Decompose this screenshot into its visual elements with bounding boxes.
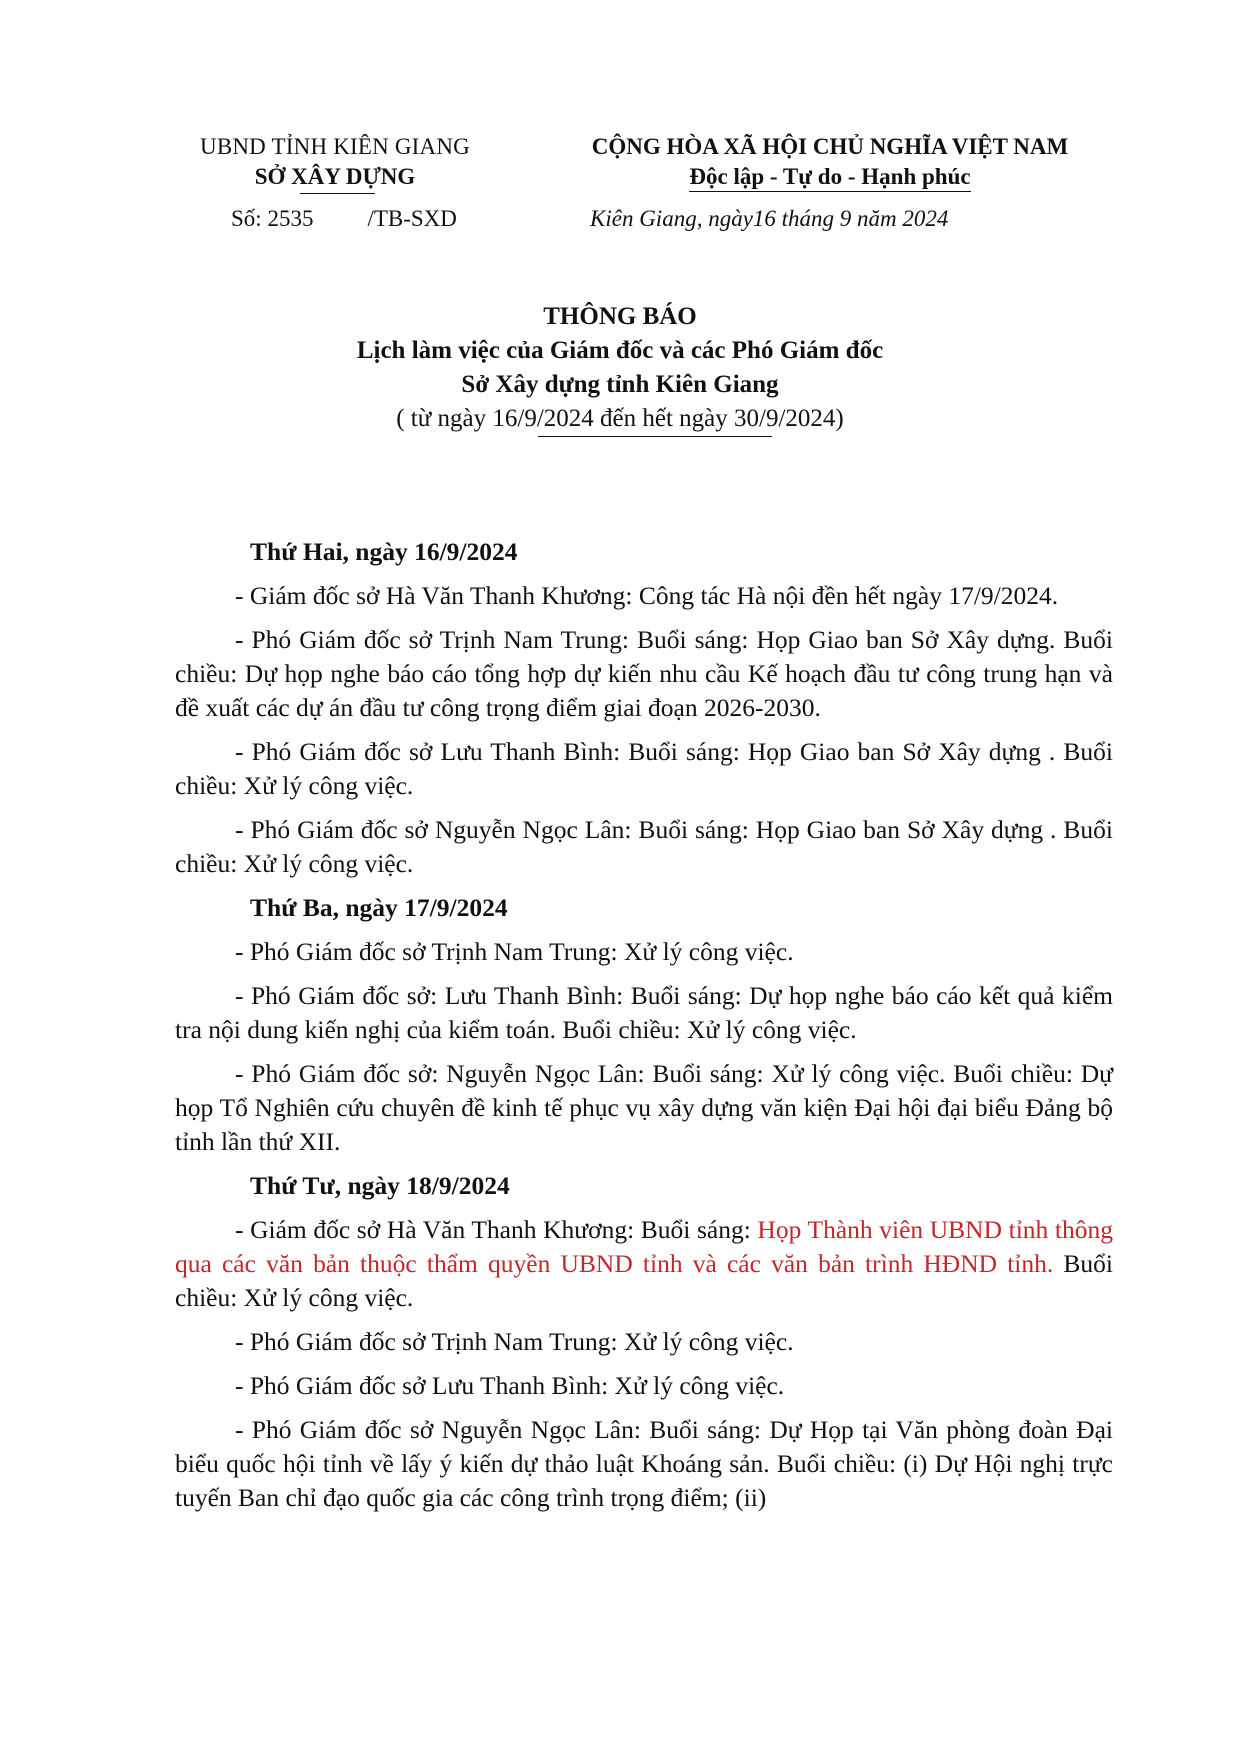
doc-no-value: 2535 xyxy=(267,206,314,231)
day-heading-monday: Thứ Hai, ngày 16/9/2024 xyxy=(250,537,518,566)
issuer-underline xyxy=(300,193,375,194)
doc-no-suffix: /TB-SXD xyxy=(367,206,457,231)
schedule-item: - Phó Giám đốc sở Nguyễn Ngọc Lân: Buổi sáng: Dự Họp tại Văn phòng đoàn Đại biểu quốc hội tỉnh về lấy ý kiến dự thảo luật Khoáng sản. Buổi chiều: (i) Dự Hội nghị trực tuyến Ban chỉ đạo quốc gia các công trình trọng điểm; (ii) xyxy=(175,1415,1113,1512)
doc-subtitle-2: Sở Xây dựng tỉnh Kiên Giang xyxy=(461,371,779,398)
title-block xyxy=(0,300,1240,436)
day-heading-wednesday: Thứ Tư, ngày 18/9/2024 xyxy=(250,1171,510,1200)
day-heading-tuesday: Thứ Ba, ngày 17/9/2024 xyxy=(250,893,508,922)
doc-heading: THÔNG BÁO xyxy=(543,303,697,330)
schedule-item: - Giám đốc sở Hà Văn Thanh Khương: Công tác Hà nội đền hết ngày 17/9/2024. xyxy=(235,581,1059,610)
schedule-item: - Phó Giám đốc sở Nguyễn Ngọc Lân: Buổi sáng: Họp Giao ban Sở Xây dựng . Buổi chiều: Xử lý công việc. xyxy=(175,815,1113,878)
schedule-item: - Phó Giám đốc sở Trịnh Nam Trung: Xử lý công việc. xyxy=(235,1327,794,1356)
schedule-body xyxy=(175,535,1113,1525)
item-prefix: - Giám đốc sở Hà Văn Thanh Khương: Buổi sáng: xyxy=(235,1215,758,1244)
highlighted-meeting: Họp Thành viên UBND tỉnh thông qua các văn bản thuộc thẩm quyền UBND tỉnh và các văn bản trình HĐND tỉnh. xyxy=(175,1215,1113,1278)
schedule-item: - Phó Giám đốc sở Trịnh Nam Trung: Xử lý công việc. xyxy=(235,937,794,966)
schedule-item: - Phó Giám đốc sở: Lưu Thanh Bình: Buổi sáng: Dự họp nghe báo cáo kết quả kiểm tra nội dung kiến nghị của kiểm toán. Buổi chiều: Xử lý công việc. xyxy=(175,981,1113,1044)
schedule-item: - Phó Giám đốc sở Lưu Thanh Bình: Xử lý công việc. xyxy=(235,1371,785,1400)
issuer-org: UBND TỈNH KIÊN GIANG xyxy=(200,134,470,159)
document-date: Kiên Giang, ngày16 tháng 9 năm 2024 xyxy=(590,206,949,231)
schedule-item: - Phó Giám đốc sở: Nguyễn Ngọc Lân: Buổi sáng: Xử lý công việc. Buổi chiều: Dự họp Tổ Nghiên cứu chuyên đề kinh tế phục vụ xây dựng văn kiện Đại hội đại biểu Đảng bộ tỉnh lần thứ XII. xyxy=(175,1059,1113,1156)
issuer-dept: SỞ XÂY DỰNG xyxy=(254,164,416,189)
national-title-block xyxy=(560,132,1100,192)
country-name: CỘNG HÒA XÃ HỘI CHỦ NGHĨA VIỆT NAM xyxy=(591,134,1069,159)
doc-subtitle-1: Lịch làm việc của Giám đốc và các Phó Giám đốc xyxy=(356,337,884,364)
title-underline xyxy=(538,436,772,437)
doc-period: ( từ ngày 16/9/2024 đến hết ngày 30/9/2024) xyxy=(396,405,844,432)
national-motto: Độc lập - Tự do - Hạnh phúc xyxy=(689,163,970,192)
schedule-item: - Phó Giám đốc sở Trịnh Nam Trung: Buổi sáng: Họp Giao ban Sở Xây dựng. Buổi chiều: Dự họp nghe báo cáo tổng hợp dự kiến nhu cầu Kế hoạch đầu tư công trung hạn và đề xuất các dự án đầu tư công trọng điểm giai đoạn 2026-2030. xyxy=(175,625,1113,722)
schedule-item: - Phó Giám đốc sở Lưu Thanh Bình: Buổi sáng: Họp Giao ban Sở Xây dựng . Buổi chiều: Xử lý công việc. xyxy=(175,737,1113,800)
schedule-item-highlighted xyxy=(175,1213,1113,1315)
doc-no-label: Số: xyxy=(231,206,262,231)
item-suffix: Buổi chiều: Xử lý công việc. xyxy=(175,1249,1113,1312)
issuer-block xyxy=(175,132,495,192)
document-number xyxy=(231,206,457,232)
